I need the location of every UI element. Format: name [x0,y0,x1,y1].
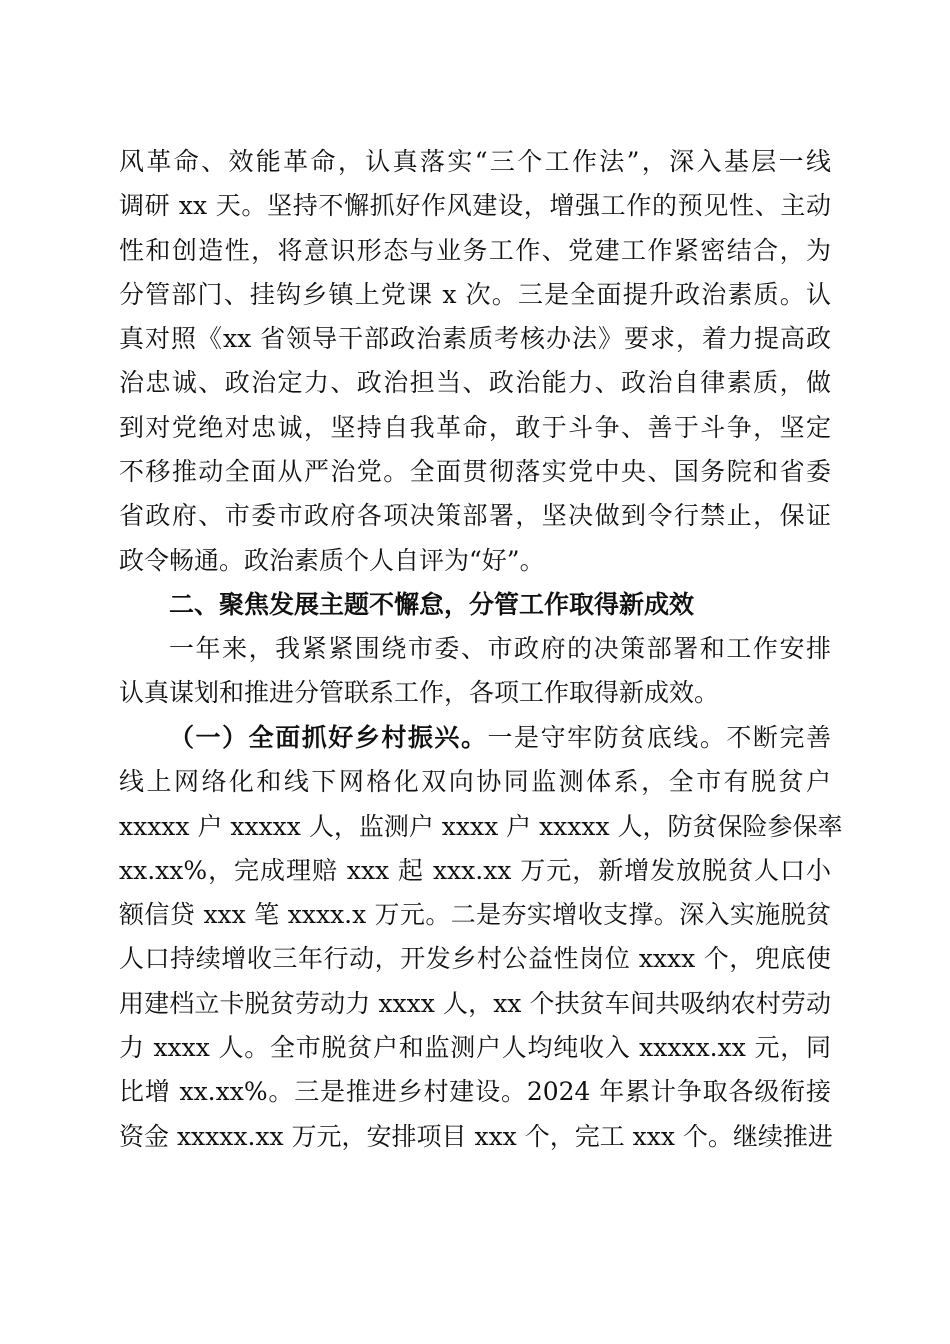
subsection-label: （一）全面抓好乡村振兴。 [169,723,488,752]
text-line: 治忠诚、政治定力、政治担当、政治能力、政治自律素质，做 [119,368,831,398]
text-line: 政令畅通。政治素质个人自评为“好”。 [119,545,545,575]
text-line: 真对照《xx 省领导干部政治素质考核办法》要求，着力提高政 [119,324,831,354]
text-line: 人口持续增收三年行动，开发乡村公益性岗位 xxxx 个，兜底使 [119,944,831,974]
text-line: 不移推动全面从严治党。全面贯彻落实党中央、国务院和省委 [119,457,831,487]
text-line: 分管部门、挂钩乡镇上党课 x 次。三是全面提升政治素质。认 [119,279,831,309]
subsection-first-line-text: 一是守牢防贫底线。不断完善 [487,723,831,752]
text-line: xx.xx%，完成理赔 xxx 起 xxx.xx 万元，新增发放脱贫人口小 [119,855,831,885]
text-line: 省政府、市委市政府各项决策部署，坚决做到令行禁止，保证 [119,501,831,531]
text-line: xxxxx 户 xxxxx 人，监测户 xxxx 户 xxxxx 人，防贫保险参保率 [119,811,843,841]
text-line: 到对党绝对忠诚，坚持自我革命，敢于斗争、善于斗争，坚定 [119,412,831,442]
text-line: 认真谋划和推进分管联系工作，各项工作取得新成效。 [119,678,720,708]
subsection-first-line [119,716,831,760]
text-line: 线上网络化和线下网格化双向协同监测体系，全市有脱贫户 [119,767,831,797]
text-line: 额信贷 xxx 笔 xxxx.x 万元。二是夯实增收支撑。深入实施脱贫 [119,900,831,930]
text-line: 资金 xxxxx.xx 万元，安排项目 xxx 个，完工 xxx 个。继续推进 [119,1121,833,1151]
text-line: 一年来，我紧紧围绕市委、市政府的决策部署和工作安排 [169,634,831,663]
section-intro [119,627,831,716]
subsection-rural-revitalization [119,716,843,1159]
text-line: 比增 xx.xx%。三是推进乡村建设。2024 年累计争取各级衔接 [119,1077,831,1107]
section-heading-text: 二、聚焦发展主题不懈怠，分管工作取得新成效 [169,590,695,619]
text-line: 性和创造性，将意识形态与业务工作、党建工作紧密结合，为 [119,235,831,265]
section-heading [119,583,831,627]
text-line: 风革命、效能革命，认真落实“三个工作法”，深入基层一线 [119,147,831,176]
text-line: 用建档立卡脱贫劳动力 xxxx 人，xx 个扶贫车间共吸纳农村劳动 [119,988,831,1018]
paragraph-political-quality [119,140,831,583]
text-line: 力 xxxx 人。全市脱贫户和监测户人均纯收入 xxxxx.xx 元，同 [119,1033,831,1063]
text-line: 调研 xx 天。坚持不懈抓好作风建设，增强工作的预见性、主动 [119,191,831,221]
